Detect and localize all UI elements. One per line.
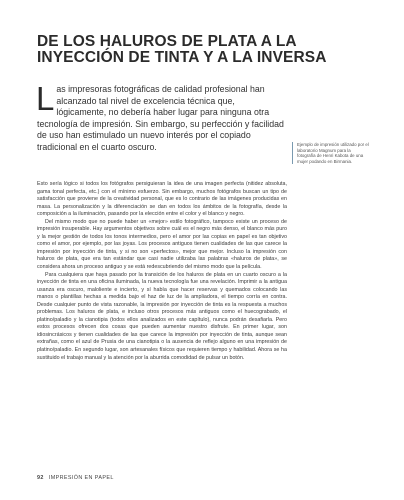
lead-paragraph <box>36 80 287 154</box>
chapter-title <box>37 34 367 66</box>
body-paragraph-3: Para cualquiera que haya pasado por la transición de los haluros de plata en un cuarto oscuro a la inyección de tinta en una oficina iluminada, la nueva tecnología fue una revelación. Imprimir a la antigua usanza era oscuro, maloliente e incierto, y sí había que hacer reservas y quemados colocando las manos o plantillas hechas a medida bajo el haz de luz de la ampliadora, el tiempo corría en contra. Desde cualquier punto de vista razonable, la impresión por inyección de tinta es la respuesta a muchos problemas. Los haluros de plata, e incluso otros procesos más antiguos como el huecograbado, el platino/paladio y la cianotipia (todos ellos analizados en este capítulo), nunca podrán desafiarla. Pero estos procesos ofrecen dos cosas que pueden aumentar nuestro disfrute. En primer lugar, son idiosincrásicos y tienen cualidades de las que carece la impresión por inyección de tinta, aunque sean extrañas, como el azul de Prusia de una cianotipia o la ausencia de reflejo alguno en una impresión de platino/paladio. En segundo lugar, son artesanales físicos que requieren tiempo y habilidad. Ahora se ha sustituido el trabajo manual y la atención por la aburrida comodidad de pulsar un botón. <box>37 271 287 361</box>
drop-cap: L <box>36 80 55 117</box>
running-section-title: IMPRESIÓN EN PAPEL <box>48 475 114 481</box>
page-footer <box>37 475 114 481</box>
page-number: 92 <box>37 475 44 481</box>
chapter-title-line-1: DE LOS HALUROS DE PLATA A LA <box>37 33 297 50</box>
chapter-title-line-2: INYECCIÓN DE TINTA Y A LA INVERSA <box>37 49 327 66</box>
body-text <box>37 181 287 362</box>
body-paragraph-2: Del mismo modo que no puede haber un «mejor» estilo fotográfico, tampoco existe un proceso de impresión insuperable. Hay argumentos objetivos sobre cuál es el negro más denso, el blanco más puro y la mejor gestión de todos los tonos intermedios, pero el amor por las copias en papel es tan objetivo como el amor, por ejemplo, por las joyas. Los procesos antiguos tienen cualidades de las que carece la impresión por inyección de tinta, y si no son «perfectos», mejor que mejor. Incluso la impresión con haluros de plata, que era tan estándar que casi nadie utilizaba las palabras «haluros de plata», se considera ahora un proceso antiguo y se está redescubriendo del mismo modo que la película. <box>37 218 287 271</box>
body-paragraph-1: Esto sería lógico si todos los fotógrafos persiguieran la idea de una imagen perfecta (nitidez absoluta, gama tonal perfecta, etc.) con el mínimo esfuerzo. Sin embargo, muchos fotógrafos buscan un tipo de satisfacción que proviene de la creatividad personal, que es lo contrario de las imágenes producidas en masa. La personalización y la diferenciación se dan en todos los ámbitos de la fotografía, desde la composición a la iluminación, pasando por la elección entre el color y el blanco y negro. <box>37 181 287 218</box>
image-caption: Ejemplo de impresión utilizado por el laboratorio Magnum para la fotografía de Henri Kabota de una mujer podando en Birmania. <box>292 142 369 164</box>
lead-text: as impresoras fotográficas de calidad profesional han alcanzado tal nivel de excelencia técnica que, lógicamente, no debería haber lugar para ninguna otra tecnología de impresión. Sin embargo, su perfección y facilidad de uso han estimulado un nuevo interés por el copiado tradicional en el cuarto oscuro. <box>37 84 284 152</box>
